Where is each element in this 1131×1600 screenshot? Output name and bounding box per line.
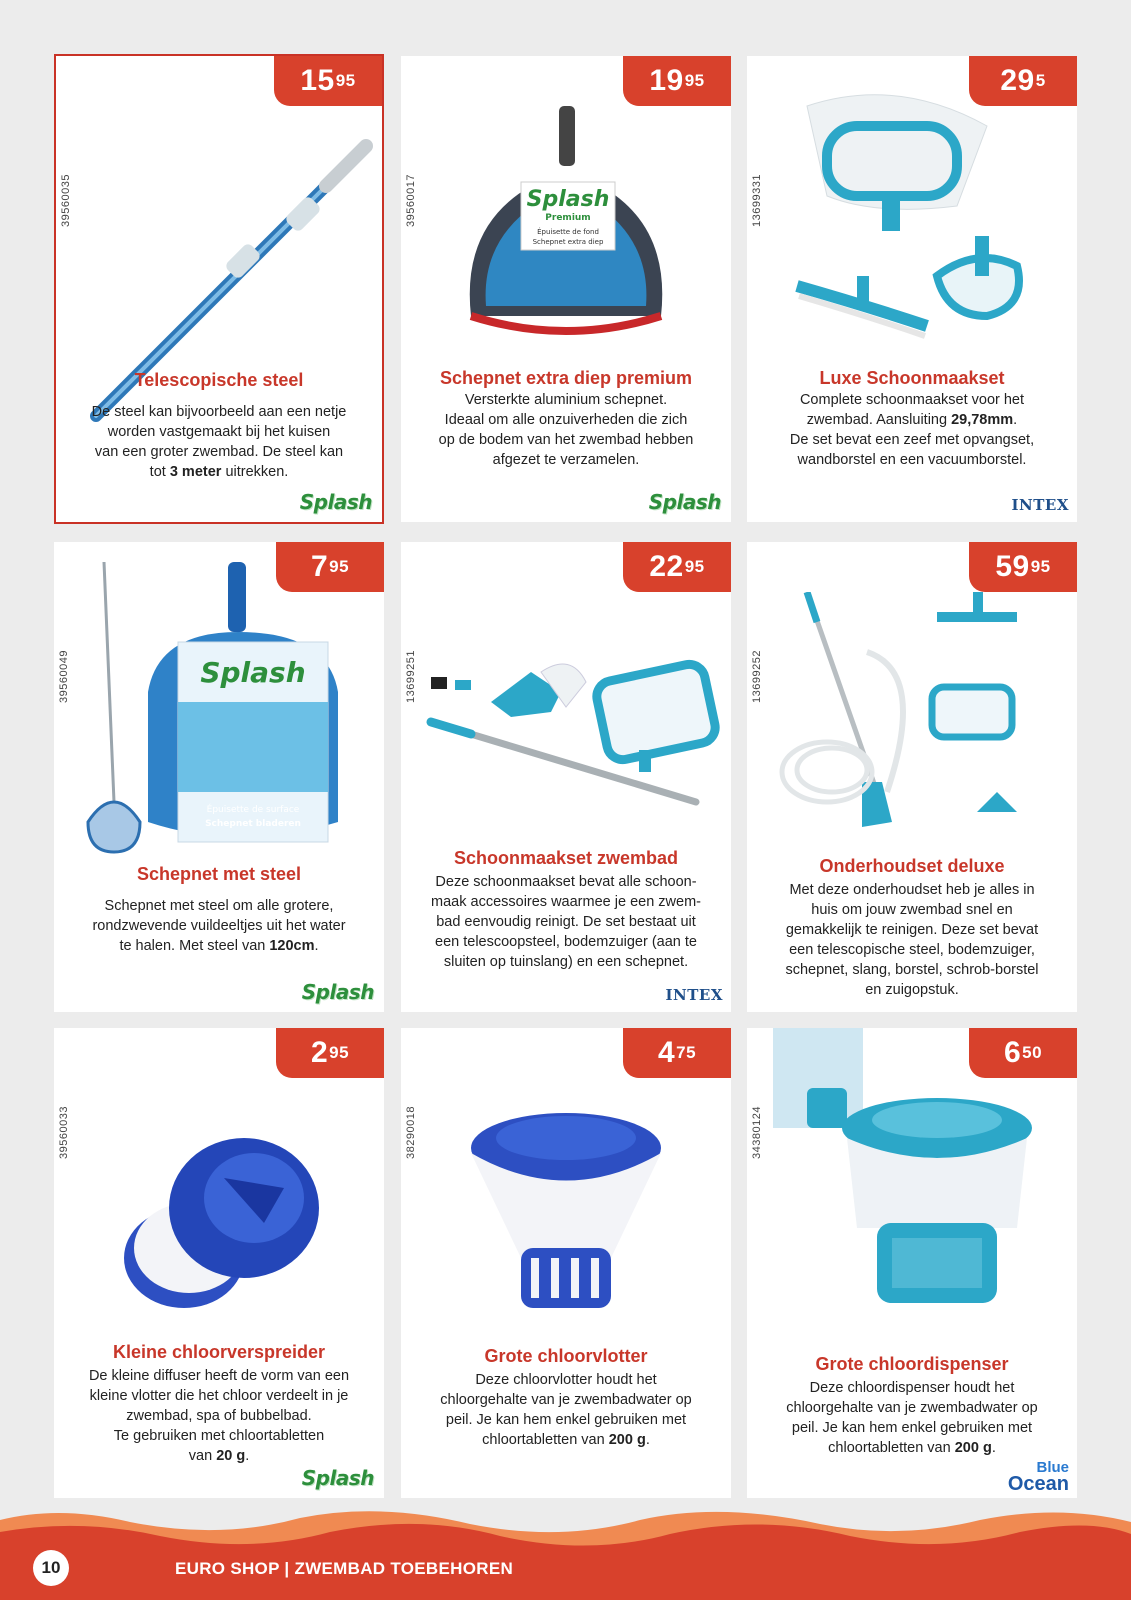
- sku-code: 39560033: [58, 1106, 70, 1160]
- price-tag: 19 95: [623, 56, 731, 106]
- packaging-line1: Épuisette de surface: [206, 805, 300, 815]
- product-title: Luxe Schoonmaakset: [819, 368, 1005, 388]
- product-title: Schepnet met steel: [136, 864, 302, 884]
- product-card-large-chlorine-floater[interactable]: [401, 1028, 731, 1498]
- packaging-line2: Schepnet extra diep: [532, 238, 604, 246]
- product-card-deep-net[interactable]: [401, 56, 731, 522]
- product-card-skimmer-net[interactable]: [54, 542, 384, 1012]
- splash-logo: Splash: [648, 490, 721, 514]
- footer-section-title: EURO SHOP | ZWEMBAD TOEBEHOREN: [175, 1559, 514, 1578]
- packaging-line2: Schepnet bladeren: [205, 819, 301, 829]
- product-description: Versterkte aluminium schepnet. Ideaal om alle onzuiverheden die zich op de bodem van het zwembad hebben afgezet te verzamelen.: [438, 392, 694, 468]
- price-tag: 7 95: [276, 542, 384, 592]
- product-description: De kleine diffuser heeft de vorm van een kleine vlotter die het chloor verdeelt in je zwembad, spa of bubbelbad. Te gebruiken met chloortabletten van 20 g.: [88, 1368, 350, 1464]
- sku-code: 13699331: [751, 174, 763, 228]
- product-description: Deze chloorvlotter houdt het chloorgehalte van je zwembadwater op peil. Je kan hem enkel gebruiken met chloortabletten van 200 g.: [440, 1372, 692, 1448]
- product-card-large-chlorine-dispenser[interactable]: [747, 1028, 1077, 1498]
- product-description: Deze schoonmaakset bevat alle schoon- maak accessoires waarmee je een zwem- bad eenvoudig reinigt. De set bestaat uit een telescoopsteel, bodemzuiger (aan te sluiten op tuinslang) en een schepnet.: [431, 874, 701, 970]
- cleaning-kit-image: [411, 632, 721, 832]
- product-description: Complete schoonmaakset voor het zwembad. Aansluiting 29,78mm. De set bevat een zeef met opvangset, wandborstel en een vacuumborstel.: [789, 392, 1035, 468]
- sku-code: 39560017: [405, 174, 417, 228]
- intex-logo: INTEX: [1011, 496, 1069, 514]
- packaging-brand: Splash: [526, 187, 610, 212]
- cleaning-set-image: [787, 86, 1047, 366]
- splash-logo: Splash: [299, 490, 372, 514]
- sku-code: 13699251: [405, 650, 417, 704]
- product-title: Kleine chloorverspreider: [112, 1342, 326, 1362]
- dispenser-image: [767, 1028, 1067, 1338]
- price-tag: 4 75: [623, 1028, 731, 1078]
- price-tag: 15 95: [274, 56, 382, 106]
- sku-code: 39560049: [58, 650, 70, 704]
- product-description: De steel kan bijvoorbeeld aan een netje worden vastgemaakt bij het kuisen van een groter zwembad. De steel kan tot 3 meter uitrekken.: [91, 404, 347, 480]
- packaging-sub: Premium: [545, 213, 591, 223]
- price-tag: 6 50: [969, 1028, 1077, 1078]
- sku-code: 34380124: [751, 1106, 763, 1160]
- product-card-maintenance-set[interactable]: [747, 542, 1077, 1012]
- sku-code: 38290018: [405, 1106, 417, 1160]
- product-card-small-chlorine-dispenser[interactable]: [54, 1028, 384, 1498]
- product-card-luxury-cleaning-set[interactable]: [747, 56, 1077, 522]
- price-tag: 22 95: [623, 542, 731, 592]
- product-title: Schoonmaakset zwembad: [453, 848, 679, 868]
- splash-logo: Splash: [301, 1466, 374, 1490]
- price-tag: 59 95: [969, 542, 1077, 592]
- sku-code: 13699252: [751, 650, 763, 704]
- product-description: Schepnet met steel om alle grotere, rondzwevende vuildeeltjes uit het water te halen. Met steel van 120cm.: [92, 898, 346, 954]
- price-tag: 29 5: [969, 56, 1077, 106]
- sku-code: 39560035: [60, 174, 72, 228]
- product-title: Onderhoudset deluxe: [819, 856, 1005, 876]
- small-dispenser-image: [114, 1128, 324, 1328]
- price-tag: 2 95: [276, 1028, 384, 1078]
- floater-image: [461, 1108, 671, 1328]
- product-title: Schepnet extra diep premium: [439, 368, 693, 388]
- maintenance-set-image: [777, 592, 1067, 852]
- product-description: Met deze onderhoudset heb je alles in huis om jouw zwembad snel en gemakkelijk te reinigen. Deze set bevat een telescopische steel, bodemzuiger, schepnet, slang, borstel, schrob-borstel en zuigopstuk.: [785, 882, 1039, 998]
- skimmer-net-image: [78, 562, 378, 862]
- product-title: Telescopische steel: [134, 370, 304, 390]
- product-title: Grote chloorvlotter: [484, 1346, 648, 1366]
- product-card-telescopic-pole[interactable]: [54, 54, 384, 524]
- deep-net-image: [441, 106, 691, 356]
- splash-logo: Splash: [301, 980, 374, 1004]
- product-title: Grote chloordispenser: [815, 1354, 1009, 1374]
- intex-logo: INTEX: [665, 986, 723, 1004]
- product-card-cleaning-kit[interactable]: [401, 542, 731, 1012]
- packaging-line1: Épuisette de fond: [537, 228, 599, 236]
- packaging-brand: Splash: [200, 656, 306, 689]
- blue-ocean-logo: Blue Ocean: [1007, 1459, 1069, 1495]
- product-description: Deze chloordispenser houdt het chloorgehalte van je zwembadwater op peil. Je kan hem enkel gebruiken met chloortabletten van 200 g.: [786, 1380, 1038, 1456]
- footer-wave: [0, 1510, 1131, 1600]
- page-number: 10: [33, 1550, 69, 1586]
